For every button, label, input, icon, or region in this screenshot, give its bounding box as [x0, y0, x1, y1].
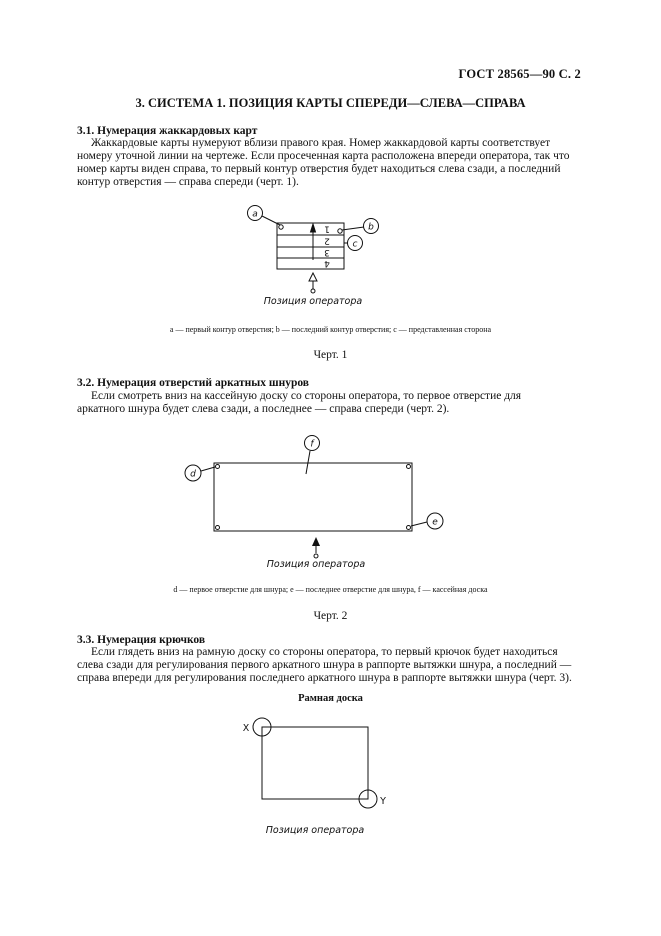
paragraph-line: контур отверстия — справа спереди (черт. 1). [77, 176, 299, 188]
card-number-1: 1 [324, 223, 330, 234]
figure-2-caption: d — первое отверстие для шнура; e — последнее отверстие для шнура, f — кассейная доска [173, 585, 488, 594]
paragraph-line: номер карты виден справа, то первый контур отверстия будет находиться слева сзади, а последний [77, 163, 561, 175]
hole-top-right [407, 465, 411, 469]
paragraph-line: Если глядеть вниз на рамную доску со стороны оператора, то первый крючок будет находиться [91, 646, 558, 658]
hole-bottom-left [216, 526, 220, 530]
figure-1-number: Черт. 1 [313, 349, 348, 361]
paragraph-3-3 [77, 646, 584, 685]
label-e: e [432, 517, 438, 528]
paragraph-line: Если смотреть вниз на кассейную доску со стороны оператора, то первое отверстие для [91, 390, 522, 402]
label-y: Y [380, 796, 386, 807]
figure-3 [253, 718, 377, 808]
last-cord-hole [407, 526, 411, 530]
label-x: X [242, 723, 250, 734]
first-cord-hole [216, 465, 220, 469]
operator-position-label-1: Позиция оператора [263, 296, 363, 307]
label-c: c [352, 239, 358, 250]
comber-board [214, 463, 412, 531]
paragraph-line: номеру уточной линии на чертеже. Если просеченная карта расположена впереди оператора, так что [77, 150, 570, 162]
label-b: b [368, 222, 374, 233]
card-number-2: 2 [324, 235, 330, 246]
paragraph-3-2 [77, 390, 584, 416]
label-f: f [310, 439, 314, 450]
figure-1 [248, 206, 379, 294]
paragraph-line: справа впереди для регулирования последнего аркатного шнура в раппорте вытяжки шнура (черт. 3). [77, 672, 572, 684]
subsection-heading-3-3: 3.3. Нумерация крючков [77, 634, 206, 646]
frame-board [262, 727, 368, 799]
operator-triangle [309, 273, 317, 281]
page-header: ГОСТ 28565—90 С. 2 [458, 67, 581, 81]
subsection-heading-3-1: 3.1. Нумерация жаккардовых карт [77, 125, 258, 137]
label-a: a [252, 209, 258, 220]
figure-2 [185, 436, 443, 559]
operator-arrow-2 [312, 537, 320, 546]
figure-1-caption: a — первый контур отверстия; b — последний контур отверстия; c — представленная сторона [169, 325, 492, 334]
paragraph-line: Жаккардовые карты нумеруют вблизи правого края. Номер жаккардовой карты соответствует [91, 137, 551, 149]
figure-2-number: Черт. 2 [313, 610, 348, 622]
first-hole-marker [279, 225, 283, 229]
operator-position-label-2: Позиция оператора [266, 559, 366, 570]
subsection-heading-3-2: 3.2. Нумерация отверстий аркатных шнуров [77, 377, 310, 389]
card-number-3: 3 [324, 247, 330, 257]
operator-point [311, 289, 315, 293]
section-title: 3. СИСТЕМА 1. ПОЗИЦИЯ КАРТЫ СПЕРЕДИ—СЛЕВА—СПРАВА [135, 96, 526, 110]
card-number-4: 4 [324, 258, 330, 268]
last-hole-marker [338, 229, 342, 233]
jacquard-card-stack [277, 223, 344, 269]
operator-position-label-3: Позиция оператора [265, 825, 365, 836]
paragraph-line: аркатного шнура будет слева сзади, а последнее — справа спереди (черт. 2). [77, 403, 450, 415]
operator-point-2 [314, 554, 318, 558]
figure-3-title: Рамная доска [298, 693, 363, 704]
paragraph-line: слева сзади для регулирования первого аркатного шнура в раппорте вытяжки шнура, а последний — [77, 659, 572, 671]
label-d: d [190, 469, 196, 480]
